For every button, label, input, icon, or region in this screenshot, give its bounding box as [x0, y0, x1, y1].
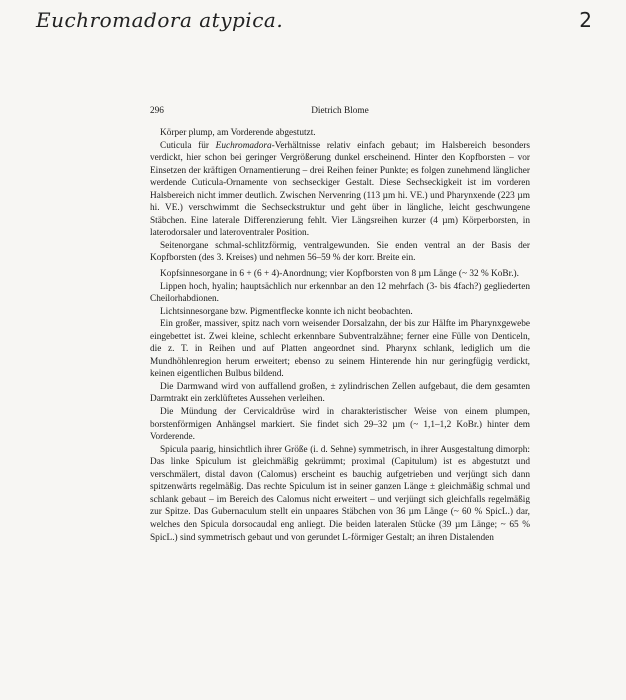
paragraph-cervical-gland: Die Mündung der Cervicaldrüse wird in charakteristischer Weise von einem plumpen, borstenförmigen Anhängsel markiert. Sie findet sich 29–32 µm (~ 1,1–1,2 KoBr.) hinter dem Vorderende.	[150, 407, 530, 443]
paragraph-intestine: Die Darmwand wird von auffallend großen, ± zylindrischen Zellen aufgebaut, die dem gesamten Darmtrakt ein zerklüftetes Aussehen verleihen.	[150, 381, 530, 405]
text-run: -Verhältnisse relativ einfach gebaut; im Halsbereich besonders verdickt, hier schon bei geringer Vergrößerung dunkel erscheinend. Hinter den Kopfborsten – vor Einsetzen der kräftigen Ornamentierung – drei Reihen feiner Punkte; es folgen zunehmend länglicher werdende Cuticula-Ornamente von sechseckiger Gestalt. Diese Sechseckigkeit ist im vorderen Halsbereich nicht immer deutlich. Zwischen Nervenring (113 µm hi. VE.) und Pharynxende (223 µm hi. VE.) verschwimmt die Sechseckstruktur und geht über in längliche, leicht geschwungene Stäbchen. Eine laterale Differenzierung fehlt. Vier Längsreihen kurzer (4 µm) Körperborsten, in laterodorsaler und lateroventraler Position.	[150, 140, 530, 239]
paragraph-lips: Lippen hoch, hyalin; hauptsächlich nur erkennbar an den 12 mehrfach (3- bis 4fach?) gegliederten Cheilorhabdionen.	[150, 281, 530, 305]
paragraph-lateral-organs: Seitenorgane schmal-schlitzförmig, ventralgewunden. Sie enden ventral an der Basis der Kopfborsten (des 3. Kreises) und nehmen 56–59 % der korr. Breite ein.	[150, 240, 530, 264]
printed-page	[150, 105, 530, 544]
text-run: Cuticula für	[160, 140, 216, 151]
paragraph-cuticula	[150, 140, 530, 240]
paragraph-head-sense-organs: Kopfsinnesorgane in 6 + (6 + 4)-Anordnung; vier Kopfborsten von 8 µm Länge (~ 32 % KoBr.).	[160, 269, 519, 280]
body-text	[150, 127, 530, 544]
paragraph-spicula: Spicula paarig, hinsichtlich ihrer Größe (i. d. Sehne) symmetrisch, in ihrer Ausgestaltung dimorph: Das linke Spiculum ist gleichmäßig gekrümmt; proximal (Capitulum) ist es abgestutzt und verschmälert, distal davon (Calomus) erscheint es bauchig aufgetrieben und verjüngt sich dann spitzenwärts regelmäßig. Das rechte Spiculum ist in seiner ganzen Länge ± gleichmäßig schmal und schlank gebaut – im Bereich des Calomus nicht erweitert – und verjüngt sich gleichfalls regelmäßig zur Spitze. Das Gubernaculum stellt ein unpaares Stäbchen von 36 µm Länge (~ 60 % SpicL.) dar, welches den Spicula dorsocaudal eng anliegt. Die beiden lateralen Stücke (39 µm Länge; ~ 65 % SpicL.) sind symmetrisch gebaut und von gerundet L-förmiger Gestalt; an ihren Distalenden	[150, 444, 530, 543]
running-head-author: Dietrich Blome	[311, 106, 369, 116]
handwritten-page-number: 2	[579, 8, 592, 32]
page-number: 296	[150, 106, 164, 116]
running-head	[150, 105, 530, 119]
paragraph-body-shape: Körper plump, am Vorderende abgestutzt.	[160, 128, 316, 138]
paragraph-teeth-pharynx: Ein großer, massiver, spitz nach vorn weisender Dorsalzahn, der bis zur Hälfte im Pharynxgewebe eingebettet ist. Zwei kleine, schlecht erkennbare Subventralzähne; ferner eine Fülle von Denticeln, die z. T. in Reihen und auf Platten angeordnet sind. Pharynx schlank, lediglich um die Mundhöhlenregion herum erweitert; ebenso zu seinem Hinterende hin nur geringfügig verdickt, keinen eigentlichen Bulbus bildend.	[150, 319, 530, 380]
paragraph-light-organs: Lichtsinnesorgane bzw. Pigmentflecke konnte ich nicht beobachten.	[160, 306, 413, 317]
genus-name: Euchromadora	[215, 140, 272, 151]
handwritten-species-title: Euchromadora atypica.	[36, 8, 284, 32]
